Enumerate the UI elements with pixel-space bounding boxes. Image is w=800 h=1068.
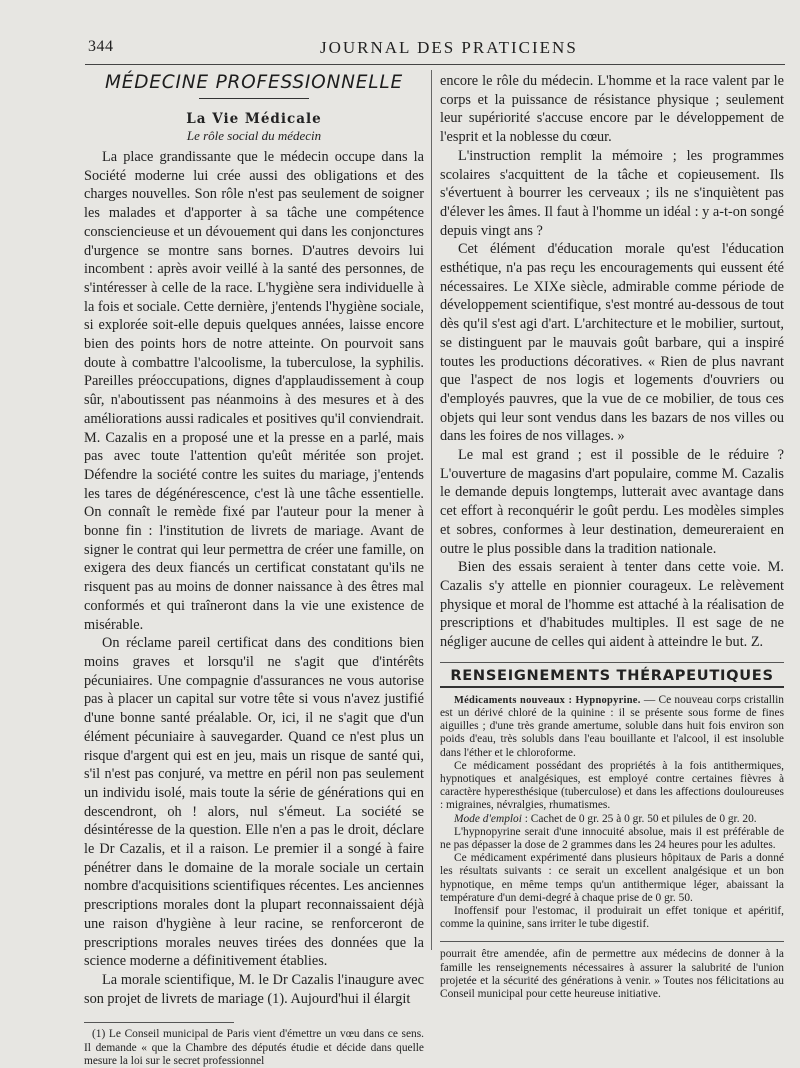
left-column — [84, 72, 424, 1068]
right-column — [440, 72, 784, 1001]
footnote-continued — [440, 948, 784, 1001]
paragraph: Ce médicament possédant des propriétés à la fois antithermiques, hypnotiques et analgésiques, est employé contre certaines fièvres à caractère hyperesthésique (tuberculose) et dans les affections douloureuses : migraines, névralgies, rhumatismes. — [440, 759, 784, 812]
column-divider — [431, 70, 432, 950]
paragraph: La place grandissante que le médecin occupe dans la Société moderne lui crée aussi des obligations et des charges nouvelles. Son rôle n'est pas seulement de soigner les malades et d'apporter à sa tâche une compétence consciencieuse et un dévouement qui dans les conjonctures d'urgence se montre sans bornes. D'autres devoirs lui incombent : après avoir veillé à la santé des personnes, de s'intéresser à celle de la race. L'hygiène sera individuelle à la fois et sociale. Cette dernière, j'entends l'hygiène sociale, si explorée soit-elle depuis quelques années, laisse encore bien des points hors de notre atteinte. On pourvoit sans doute à combattre l'alcoolisme, la tuberculose, la syphilis. Pareilles préoccupations, dignes d'applaudissement à coup sûr, n'aboutissent pas néanmoins à des mesures et à des améliorations aussi radicales et positives qu'il conviendrait. M. Cazalis en a proposé une et la presse en a parlé, mais pas avec toute l'attention qu'eût méritée son projet. Défendre la société contre les suites du mariage, j'entends les tares de dégénérescence, c'est là une tâche essentielle. On connaît le remède fixé par l'auteur pour la mener à bonne fin : l'institution de livrets de mariage. Avant de signer le contrat qui leur permettra de créer une famille, on exigera des deux fiancés un certificat constatant qu'ils ne risquent pas au moins de donner naissance à des êtres mal conformés et qui traîneront dans la vie une existence de misérable. — [84, 149, 424, 633]
drug-description: — Ce nouveau corps cristallin est un dérivé chloré de la quinine : il se présente sous forme de fines aiguilles ; d'une très grande amertume, soluble dans huit fois environ son poids d'eau, très solubls dans l'eau bouillante et l'alcool, il est insoluble dans l'éther et le chloroforme. — [440, 693, 784, 759]
mode-label: Mode d'emploi — [454, 812, 522, 825]
paragraph: L'instruction remplit la mémoire ; les programmes scolaires s'acquittent de la tâche et copieusement. Ils s'évertuent à bourrer les cerveaux ; ils ne s'inquiètent pas d'élever les âmes. Il faut à l'homme un idéal : y a-t-on songé depuis vingt ans ? — [440, 147, 784, 239]
paragraph: Le mal est grand ; est il possible de le réduire ? L'ouverture de magasins d'art populaire, comme M. Cazalis le demande depuis longtemps, lutterait avec avantage dans cet effort à reconquérir le goût perdu. Les modèles simples et sobres, conformes à leur destination, demeureraient en outre le plus possible dans la tradition nationale. — [440, 447, 784, 557]
running-title: JOURNAL DES PRATICIENS — [320, 38, 578, 57]
paragraph: Ce médicament expérimenté dans plusieurs hôpitaux de Paris a donné les résultats suivants : ce serait un excellent analgésique et un bon hypnotique, en même temps qu'un antithermique léger, abaissant la température d'un demi-degré à chaque prise de 0 gr. 50. — [440, 852, 784, 904]
paragraph: Inoffensif pour l'estomac, il produirait un effet tonique et apéritif, comme la quinine, sans irriter le tube digestif. — [440, 905, 784, 931]
drug-entry — [440, 694, 784, 760]
paragraph: La morale scientifique, M. le Dr Cazalis l'inaugure avec son projet de livrets de mariage (1). Aujourd'hui il élargit — [84, 971, 424, 1007]
header-rule — [85, 64, 785, 65]
section-title-rule — [199, 98, 309, 99]
article-body-continued — [440, 72, 784, 652]
section-title: MÉDECINE PROFESSIONNELLE — [105, 72, 403, 93]
paragraph: L'hypnopyrine serait d'une innocuité absolue, mais il est préférable de ne pas dépasser la dose de 2 grammes dans les 24 heures pour les adultes. — [440, 825, 784, 852]
footnote-text: (1) Le Conseil municipal de Paris vient d'émettre un vœu dans ce sens. Il demande « que la Chambre des députés étudie et décide dans quelle mesure la loi sur le secret professionnel — [84, 1028, 424, 1067]
footnote-text: pourrait être amendée, afin de permettre aux médecins de donner à la famille les renseignements nécessaires à assurer la salubrité de l'union projetée et la sécurité des générations à venir. » Toutes nos félicitations au Conseil municipal pour cette heureuse initiative. — [440, 948, 784, 1001]
footnote-rule — [84, 1022, 234, 1023]
page-header — [88, 38, 778, 62]
footnote-rule — [440, 941, 784, 942]
therapeutics-body — [440, 694, 784, 932]
section-rule-top — [440, 662, 784, 663]
article-body — [84, 148, 424, 1008]
article-subtitle: Le rôle social du médecin — [186, 128, 322, 143]
article-title: La Vie Médicale — [186, 111, 322, 127]
footnote — [84, 1028, 424, 1068]
section-title-therapeutics: RENSEIGNEMENTS THÉRAPEUTIQUES — [450, 666, 774, 684]
paragraph: On réclame pareil certificat dans des conditions bien moins graves et lorsqu'il ne s'agit que d'intérêts pécuniaires. Une compagnie d'assurances ne vous autorise pas à placer un capital sur votre tête si vous n'avez justifié d'une bonne santé préalable. Or, ici, il ne s'agit que d'un élément pécuniaire à sauvegarder. Quand ce n'est plus un risque d'argent qui est en jeu, mais un risque de santé qui, s'il n'est pas conjuré, va mettre en péril non pas seulement un individu isolé, mais toute la série de générations qui en descendront, oh ! alors, nul s'émeut. La société se désintéresse de la question. Elle n'en a pas le droit, déclare le Dr Cazalis, et il a raison. Le premier il a songé à faire pénétrer dans le domaine de la morale sociale un certain nombre d'acquisitions scientifiques récentes. Les anciennes prescriptions morales dont la plupart reconnaissaient déjà une raison d'hygiène à leur racine, se renforceront de prescriptions morales neuves tirées des données que la science moderne a définitivement établies. — [84, 635, 424, 970]
dosage-text: : Cachet de 0 gr. 25 à 0 gr. 50 et pilules de 0 gr. 20. — [521, 812, 757, 825]
page-number: 344 — [88, 38, 114, 55]
dosage-entry — [440, 813, 784, 826]
paragraph: Bien des essais seraient à tenter dans cette voie. M. Cazalis s'y attelle en pionnier courageux. Le relèvement physique et moral de l'homme est attaché à la réalisation de prescriptions et d'habitudes multiples. Il est sage de ne négliger aucune de celles qui aident à atteindre le but. Z. — [440, 559, 784, 651]
paragraph: encore le rôle du médecin. L'homme et la race valent par le corps et la puissance de résistance physique ; seulement leur supériorité s'accuse encore par le développement de l'esprit et la noblesse du cœur. — [440, 73, 784, 146]
section-rule-bottom — [440, 686, 784, 688]
drug-heading: Médicaments nouveaux : Hypnopyrine. — [454, 694, 641, 706]
paragraph: Cet élément d'éducation morale qu'est l'éducation esthétique, n'a pas reçu les encouragements qui eussent été nécessaires. Le XIXe siècle, admirable comme période de développement scientifique, s'est montré au-dessous de tout dès qu'il s'est agi d'art. L'architecture et le mobilier, surtout, se distinguent par le mauvais goût barbare, qui a inspiré toutes les productions décoratives. « Rien de plus navrant que l'aspect de nos logis et logements d'ouvriers ou d'employés pauvres, que la vue de ce mobilier, de tous ces objets qui leur sont vendus dans les bazars de nos villes ou dans les foires de nos villages. » — [440, 241, 784, 445]
